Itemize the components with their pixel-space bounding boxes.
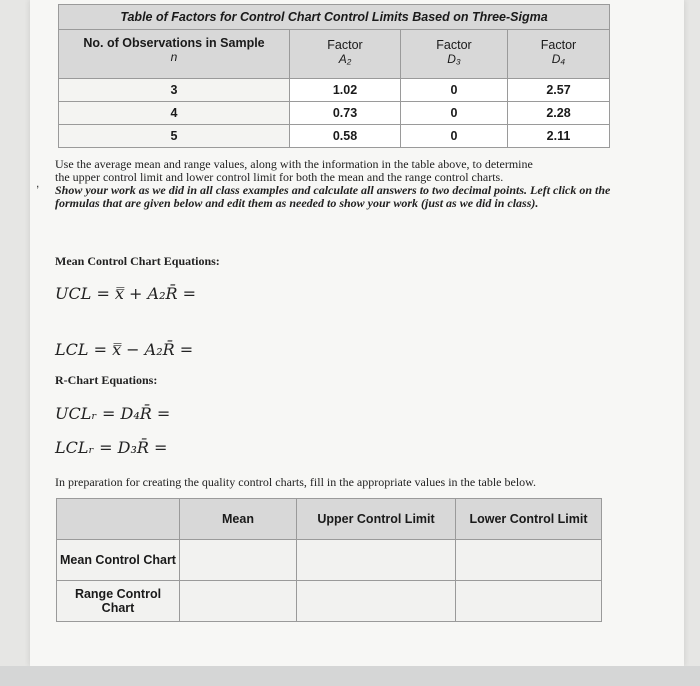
cell-d3: 0 (401, 125, 508, 148)
factor-table (58, 4, 610, 148)
lcl-mean-formula[interactable]: LCL = x̿ − A₂R̄ = (55, 340, 194, 359)
cell-d3: 0 (401, 102, 508, 125)
instructions-emphasis: Show your work as we did in all class examples and calculate all answers to two decimal points. Left click on the formulas that are given below and edit them as needed to show your work (just as we did in class). (55, 183, 611, 210)
ucl-range-formula[interactable]: UCLᵣ = D₄R̄ = (55, 404, 171, 423)
input-cell-lcl[interactable] (456, 581, 602, 622)
answer-header-lcl: Lower Control Limit (456, 499, 602, 540)
header-observations-label: No. of Observations in Sample (83, 36, 265, 50)
header-d3-symbol: D₃ (447, 52, 461, 66)
header-d3-label: Factor (436, 38, 472, 52)
header-d4-label: Factor (540, 38, 577, 52)
r-chart-heading: R-Chart Equations: (55, 373, 158, 387)
instructions-line-2: the upper control limit and lower control limit for both the mean and the range control charts. (55, 170, 504, 184)
instructions-paragraph (55, 158, 615, 210)
lcl-range-formula[interactable]: LCLᵣ = D₃R̄ = (55, 438, 168, 457)
row-label-mean-chart: Mean Control Chart (57, 540, 180, 581)
header-n-symbol: n (170, 50, 178, 64)
ucl-mean-formula[interactable]: UCL = x̿ + A₂R̄ = (55, 284, 197, 303)
instructions-line-1: Use the average mean and range values, along with the information in the table above, to determine (55, 157, 533, 171)
input-cell-ucl[interactable] (297, 581, 456, 622)
header-factor-a2 (290, 30, 401, 79)
table-row (59, 79, 610, 102)
row-label-range-chart: Range Control Chart (57, 581, 180, 622)
cell-d4: 2.28 (508, 102, 610, 125)
table-row (57, 540, 602, 581)
lcl-range-equation[interactable] (55, 438, 167, 457)
input-cell-lcl[interactable] (456, 540, 602, 581)
input-cell-mean[interactable] (180, 540, 297, 581)
ucl-mean-equation[interactable] (55, 284, 196, 303)
cell-d4: 2.57 (508, 79, 610, 102)
bottom-edge (0, 666, 700, 686)
table-row (57, 581, 602, 622)
header-d4-symbol: D₄ (551, 52, 566, 66)
bullet-mark: , (36, 176, 40, 190)
cell-a2: 1.02 (290, 79, 401, 102)
answer-header-ucl: Upper Control Limit (297, 499, 456, 540)
cell-n: 4 (59, 102, 290, 125)
lcl-mean-equation[interactable] (55, 340, 193, 359)
input-cell-ucl[interactable] (297, 540, 456, 581)
cell-n: 3 (59, 79, 290, 102)
mean-equations-heading: Mean Control Chart Equations: (55, 254, 220, 268)
answer-table (56, 498, 602, 622)
prep-instruction: In preparation for creating the quality control charts, fill in the appropriate values in the table below. (55, 475, 537, 489)
cell-a2: 0.58 (290, 125, 401, 148)
header-a2-label: Factor (327, 38, 363, 52)
header-observations (59, 30, 290, 79)
input-cell-mean[interactable] (180, 581, 297, 622)
cell-d4: 2.11 (508, 125, 610, 148)
header-factor-d4 (508, 30, 610, 79)
factor-table-title: Table of Factors for Control Chart Control Limits Based on Three-Sigma (59, 5, 610, 30)
answer-header-mean: Mean (180, 499, 297, 540)
cell-a2: 0.73 (290, 102, 401, 125)
answer-header-blank (57, 499, 180, 540)
cell-n: 5 (59, 125, 290, 148)
header-a2-symbol: A₂ (338, 52, 352, 66)
header-factor-d3 (401, 30, 508, 79)
table-row (59, 102, 610, 125)
table-row (59, 125, 610, 148)
cell-d3: 0 (401, 79, 508, 102)
ucl-range-equation[interactable] (55, 404, 170, 423)
